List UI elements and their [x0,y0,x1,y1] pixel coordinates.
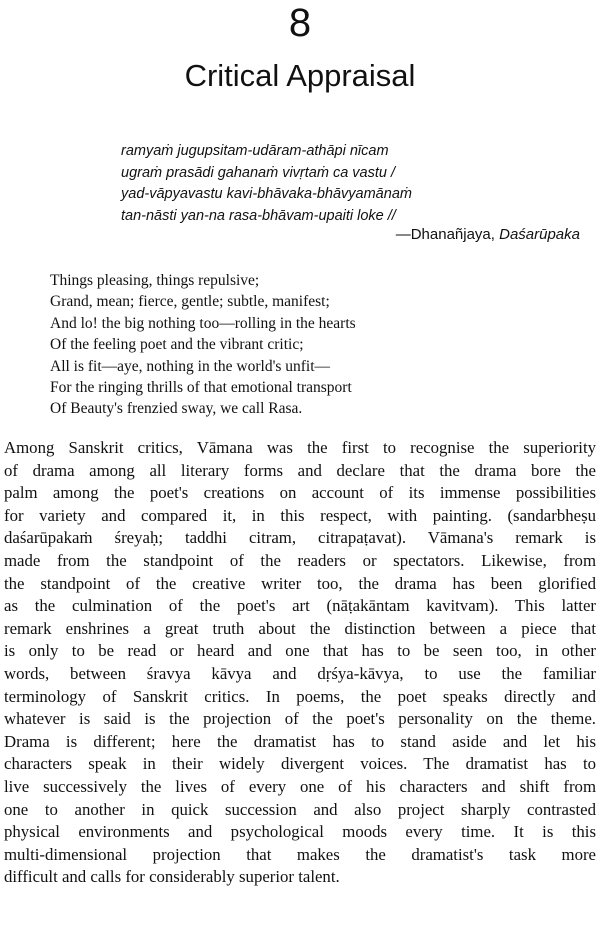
paragraph-line: live successively the lives of every one of his characters and shift from [4,776,596,796]
verse-line: Of the feeling poet and the vibrant critic; [50,336,304,354]
paragraph-line: Among Sanskrit critics, Vāmana was the first to recognise the superiority [4,438,596,457]
epigraph-attribution [396,224,580,245]
paragraph-line: daśarūpakaṁ śreyaḥ; taddhi citram, citrapaṭavat). Vāmana's remark is [4,528,596,548]
verse-line: Of Beauty's frenzied sway, we call Rasa. [50,400,303,418]
paragraph-line: Drama is different; here the dramatist has to stand aside and let his [4,731,596,751]
paragraph-line: difficult and calls for considerably superior talent. [4,867,340,887]
verse-line: Grand, mean; fierce, gentle; subtle, manifest; [50,293,330,311]
paragraph-line: one to another in quick succession and also project sharply contrasted [4,799,596,819]
verse-line: And lo! the big nothing too—rolling in the hearts [50,314,356,332]
paragraph-line: is only to be read or heard and one that has to be seen too, in other [4,641,596,661]
paragraph-line: the standpoint of the creative writer too, the drama has been glorified [4,573,596,593]
paragraph-line: palm among the poet's creations on account of its immense possibilities [4,483,596,503]
paragraph-line: words, between śravya kāvya and dṛśya-kāvya, to use the familiar [4,663,596,683]
paragraph-line: for variety and compared it, in this respect, with painting. (sandarbheṣu [4,505,596,525]
paragraph-line: of drama among all literary forms and declare that the drama bore the [4,460,596,480]
chapter-number: 8 [288,1,312,45]
attribution-work: Daśarūpaka [499,226,580,243]
verse-line: For the ringing thrills of that emotional transport [50,379,352,397]
epigraph-line: ugraṁ prasādi gahanaṁ vivṛtaṁ ca vastu / [121,164,396,181]
verse-line: All is fit—aye, nothing in the world's unfit— [50,357,331,375]
epigraph-line: ramyaṁ jugupsitam-udāram-athāpi nīcam [121,143,389,159]
paragraph-line: whatever is said is the projection of the poet's personality on the theme. [4,709,596,729]
attribution-author: —Dhanañjaya, [395,226,500,243]
translated-verse [50,270,590,420]
body-paragraph [4,437,596,889]
paragraph-line: terminology of Sanskrit critics. In poems, the poet speaks directly and [4,686,596,706]
paragraph-line: physical environments and psychological moods every time. It is this [4,822,596,842]
paragraph-line: characters speak in their widely divergent voices. The dramatist has to [4,754,596,774]
paragraph-line: as the culmination of the poet's art (nāṭakāntam kavitvam). This latter [4,596,596,616]
sanskrit-epigraph [121,141,591,227]
epigraph-line: tan-nāsti yan-na rasa-bhāvam-upaiti loke // [121,207,396,224]
paragraph-line: made from the standpoint of the readers or spectators. Likewise, from [4,550,596,570]
paragraph-line: remark enshrines a great truth about the distinction between a piece that [4,618,596,638]
chapter-title: Critical Appraisal [184,58,416,93]
paragraph-line: multi-dimensional projection that makes the dramatist's task more [4,844,596,864]
verse-line: Things pleasing, things repulsive; [50,272,260,289]
epigraph-line: yad-vāpyavastu kavi-bhāvaka-bhāvyamānaṁ [121,186,412,202]
